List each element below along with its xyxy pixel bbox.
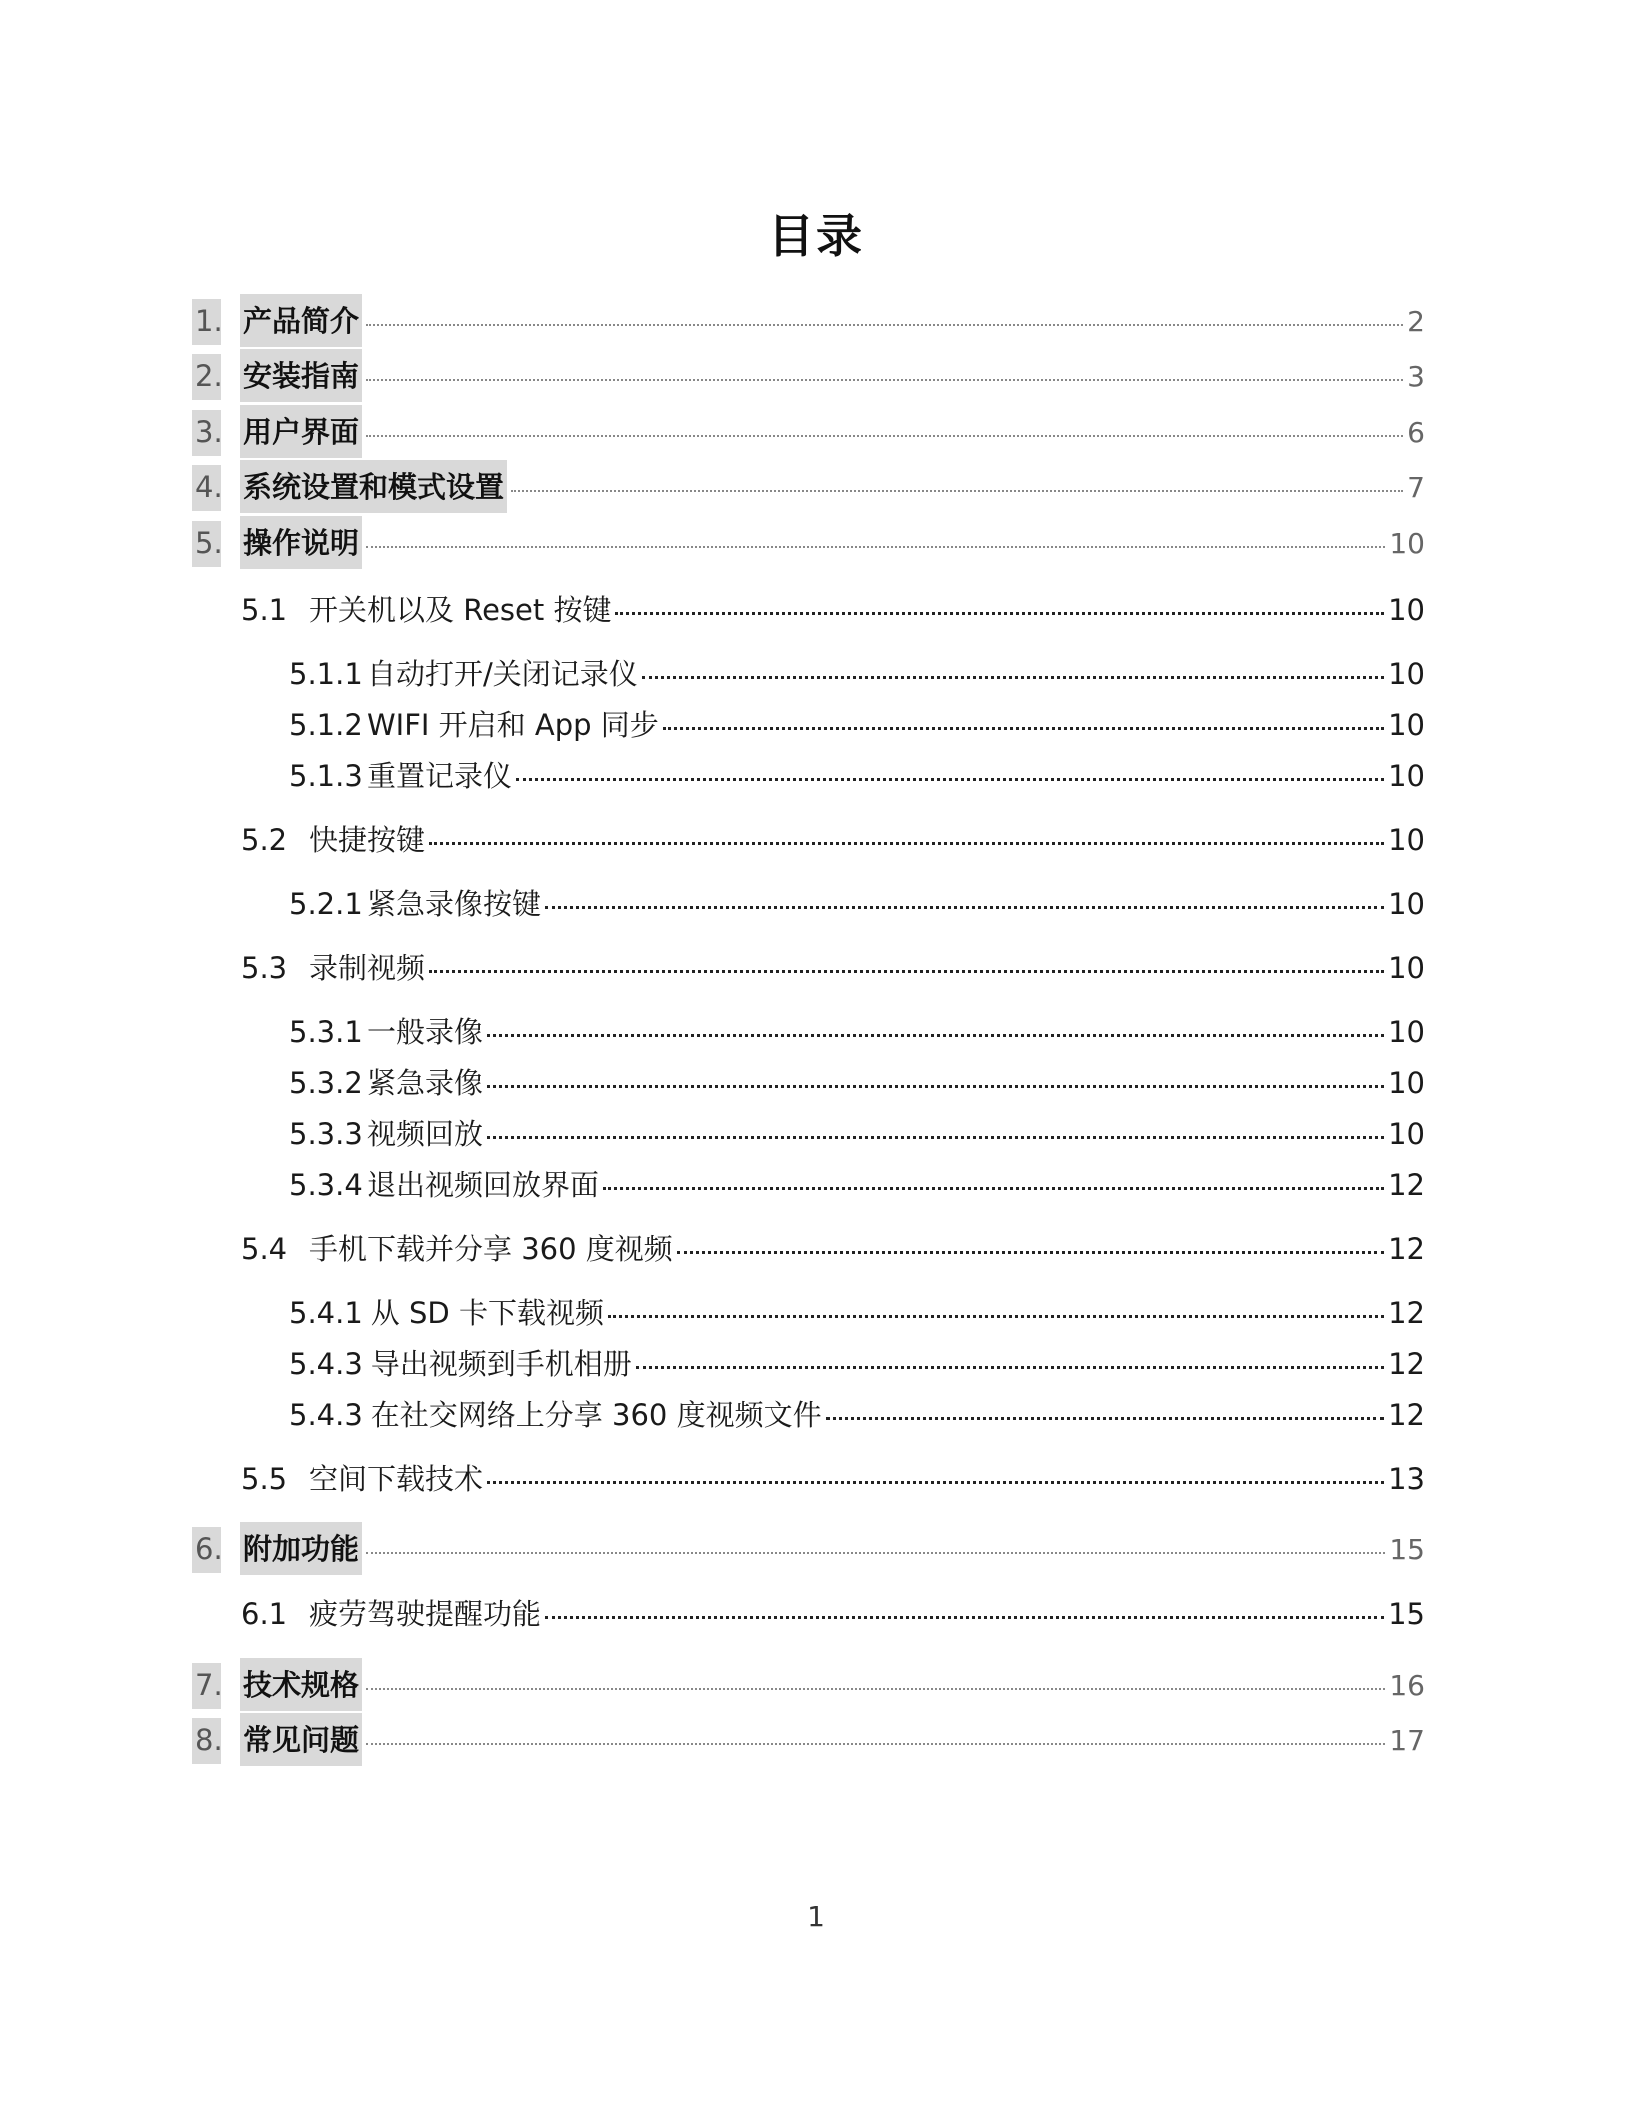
page-title: 目录: [768, 209, 864, 263]
toc-leader: [487, 1085, 1384, 1088]
toc-label: 重置记录仪: [367, 759, 513, 793]
toc-entry[interactable]: [241, 1227, 1425, 1268]
toc-page: 12: [1388, 1232, 1425, 1266]
toc-page: 15: [1389, 1533, 1425, 1566]
toc-number: 6.: [192, 1527, 221, 1573]
toc-number: 3.: [192, 410, 221, 456]
toc-label: WIFI 开启和 App 同步: [367, 708, 659, 742]
toc-leader: [487, 1034, 1384, 1037]
toc-page: 10: [1389, 527, 1425, 560]
toc-leader: [642, 676, 1384, 679]
toc-entry[interactable]: [241, 946, 1425, 987]
toc-leader: [366, 1688, 1385, 1690]
toc-number: 5.1.2: [289, 708, 363, 742]
toc-label: 产品简介: [240, 294, 362, 347]
toc-entry[interactable]: [192, 405, 1425, 458]
toc-entry[interactable]: [192, 460, 1425, 513]
toc-label: 系统设置和模式设置: [240, 460, 507, 513]
toc-leader: [366, 435, 1403, 437]
toc-leader: [826, 1417, 1385, 1420]
toc-label: 空间下载技术: [309, 1462, 484, 1496]
toc-leader: [487, 1136, 1384, 1139]
toc-leader: [636, 1366, 1384, 1369]
toc-label: 附加功能: [240, 1522, 362, 1575]
toc-number: 5.5: [241, 1462, 288, 1496]
toc-page: 7: [1407, 471, 1425, 504]
toc-label: 技术规格: [240, 1658, 362, 1711]
toc-page: 10: [1388, 951, 1425, 985]
toc-number: 5.4: [241, 1232, 288, 1266]
toc-entry[interactable]: [241, 588, 1425, 629]
toc-page: 10: [1388, 593, 1425, 627]
toc-label: 快捷按键: [309, 823, 426, 857]
toc-label: 手机下载并分享 360 度视频: [309, 1232, 673, 1266]
toc-leader: [663, 727, 1384, 730]
toc-page: 6: [1407, 416, 1425, 449]
toc-label: 用户界面: [240, 405, 362, 458]
toc-number: 5.3.3: [289, 1117, 363, 1151]
toc-number: 5.4.1: [289, 1296, 363, 1330]
toc-entry[interactable]: [192, 1713, 1425, 1766]
toc-number: 5.1: [241, 593, 288, 627]
toc-label: 从 SD 卡下载视频: [370, 1296, 604, 1330]
toc-page: 10: [1388, 1015, 1425, 1049]
toc-page: 12: [1388, 1347, 1425, 1381]
page-number: 1: [807, 1900, 825, 1933]
toc-page: 10: [1388, 759, 1425, 793]
toc-label: 紧急录像按键: [367, 887, 542, 921]
toc-number: 5.1.3: [289, 759, 363, 793]
toc-number: 5.3.1: [289, 1015, 363, 1049]
toc-entry[interactable]: [289, 1010, 1425, 1051]
toc-page: 17: [1389, 1724, 1425, 1757]
toc-entry[interactable]: [289, 882, 1425, 923]
toc-leader: [545, 906, 1384, 909]
toc-page: 12: [1388, 1398, 1425, 1432]
toc-entry[interactable]: [192, 1658, 1425, 1711]
toc-page: 10: [1388, 823, 1425, 857]
toc-leader: [366, 379, 1403, 381]
toc-entry[interactable]: [192, 516, 1425, 569]
toc-label: 自动打开/关闭记录仪: [367, 657, 638, 691]
toc-number: 5.3.2: [289, 1066, 363, 1100]
toc-entry[interactable]: [241, 1592, 1425, 1633]
toc-label: 紧急录像: [367, 1066, 484, 1100]
toc-label: 安装指南: [240, 349, 362, 402]
toc-leader: [366, 324, 1403, 326]
toc-label: 退出视频回放界面: [367, 1168, 600, 1202]
toc-entry[interactable]: [241, 1457, 1425, 1498]
toc-label: 导出视频到手机相册: [370, 1347, 632, 1381]
toc-number: 1.: [192, 299, 221, 345]
toc-number: 5.: [192, 521, 221, 567]
toc-page: 16: [1389, 1669, 1425, 1702]
toc-label: 操作说明: [240, 516, 362, 569]
toc-page: 3: [1407, 360, 1425, 393]
toc-entry[interactable]: [289, 754, 1425, 795]
toc-page: 15: [1388, 1597, 1425, 1631]
toc-page: 12: [1388, 1296, 1425, 1330]
toc-entry[interactable]: [241, 818, 1425, 859]
toc-leader: [603, 1187, 1384, 1190]
toc-entry[interactable]: [289, 1342, 1425, 1383]
toc-leader: [366, 1743, 1385, 1745]
toc-page: 10: [1388, 657, 1425, 691]
toc-entry[interactable]: [289, 1112, 1425, 1153]
toc-leader: [615, 612, 1384, 615]
toc-page: 13: [1388, 1462, 1425, 1496]
toc-label: 开关机以及 Reset 按键: [309, 593, 612, 627]
toc-entry[interactable]: [289, 1061, 1425, 1102]
toc-leader: [366, 1552, 1385, 1554]
toc-entry[interactable]: [192, 294, 1425, 347]
toc-entry[interactable]: [192, 349, 1425, 402]
toc-leader: [366, 546, 1385, 548]
toc-label: 录制视频: [309, 951, 426, 985]
toc-entry[interactable]: [289, 1291, 1425, 1332]
toc-number: 5.1.1: [289, 657, 363, 691]
toc-number: 5.3.4: [289, 1168, 363, 1202]
toc-number: 7.: [192, 1663, 221, 1709]
toc-label: 常见问题: [240, 1713, 362, 1766]
toc-entry[interactable]: [289, 1393, 1425, 1434]
toc-label: 一般录像: [367, 1015, 484, 1049]
toc-entry[interactable]: [192, 1522, 1425, 1575]
toc-number: 5.2.1: [289, 887, 363, 921]
toc-entry[interactable]: [289, 703, 1425, 744]
toc-number: 4.: [192, 465, 221, 511]
toc-leader: [429, 970, 1384, 973]
toc-entry[interactable]: [289, 1163, 1425, 1204]
toc-page: 10: [1388, 708, 1425, 742]
toc-page: 12: [1388, 1168, 1425, 1202]
toc-number: 8.: [192, 1718, 221, 1764]
toc-label: 在社交网络上分享 360 度视频文件: [370, 1398, 822, 1432]
toc-leader: [511, 490, 1403, 492]
toc-number: 5.4.3: [289, 1398, 363, 1432]
toc-leader: [545, 1616, 1384, 1619]
toc-number: 2.: [192, 354, 221, 400]
toc-number: 6.1: [241, 1597, 288, 1631]
toc-leader: [608, 1315, 1384, 1318]
toc-page: 10: [1388, 1066, 1425, 1100]
toc-label: 视频回放: [367, 1117, 484, 1151]
toc-number: 5.4.3: [289, 1347, 363, 1381]
toc-entry[interactable]: [289, 652, 1425, 693]
toc-page: 2: [1407, 305, 1425, 338]
toc-page: 10: [1388, 887, 1425, 921]
toc-leader: [516, 778, 1384, 781]
toc-number: 5.3: [241, 951, 288, 985]
toc-label: 疲劳驾驶提醒功能: [309, 1597, 542, 1631]
toc-leader: [487, 1481, 1384, 1484]
toc-page: 10: [1388, 1117, 1425, 1151]
toc-leader: [677, 1251, 1384, 1254]
toc-number: 5.2: [241, 823, 288, 857]
toc-leader: [429, 842, 1384, 845]
